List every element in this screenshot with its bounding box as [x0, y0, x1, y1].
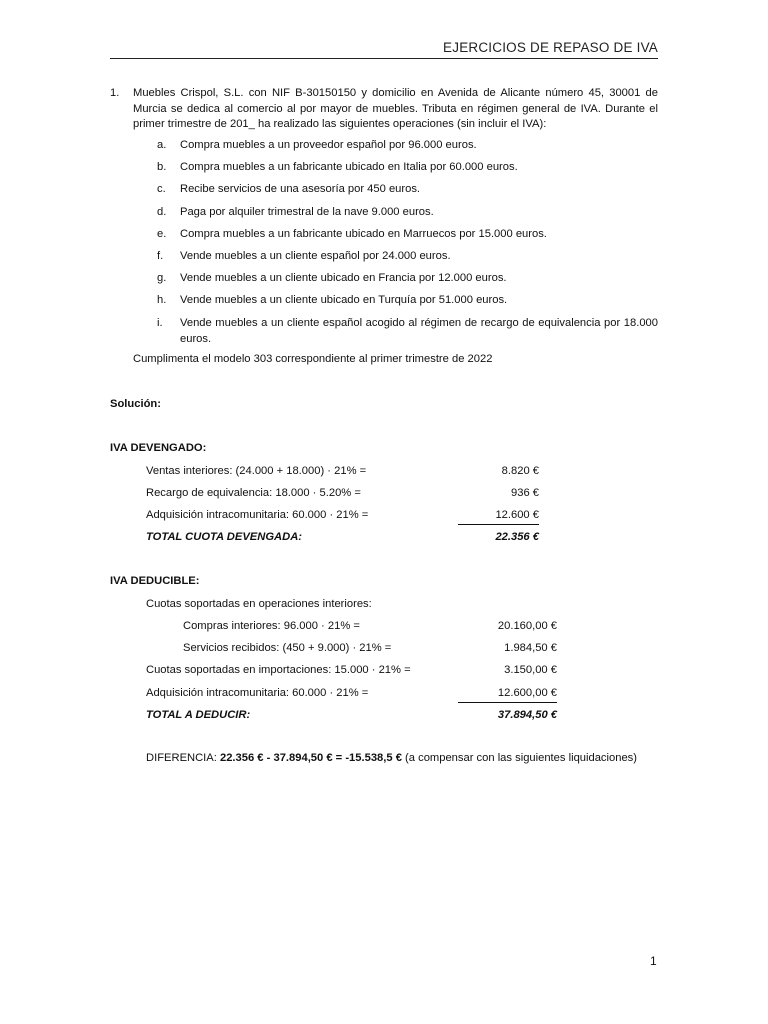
solution-heading: Solución:	[110, 398, 161, 410]
list-letter: a.	[157, 139, 167, 151]
page-number: 1	[650, 954, 657, 968]
calc-value: 1.984,50 €	[504, 642, 557, 654]
calc-value: 12.600,00 €	[458, 686, 557, 703]
list-text: Vende muebles a un cliente ubicado en Turquía por 51.000 euros.	[180, 294, 508, 306]
list-letter: b.	[157, 161, 167, 173]
list-letter: i.	[157, 317, 163, 329]
calc-label: Ventas interiores: (24.000 + 18.000) · 21% =	[146, 465, 367, 477]
list-text: Vende muebles a un cliente español por 24.000 euros.	[180, 250, 451, 262]
header-title: EJERCICIOS DE REPASO DE IVA	[443, 40, 658, 55]
diferencia-line	[146, 751, 637, 767]
calc-label: Cuotas soportadas en importaciones: 15.000 · 21% =	[146, 664, 411, 676]
instruction-text: Cumplimenta el modelo 303 correspondiente al primer trimestre de 2022	[133, 353, 493, 365]
total-deducir-label: TOTAL A DEDUCIR:	[146, 709, 251, 721]
diferencia-calc: 22.356 € - 37.894,50 € = -15.538,5 €	[219, 752, 402, 764]
calc-label: Recargo de equivalencia: 18.000 · 5.20% =	[146, 487, 361, 499]
question-text: Muebles Crispol, S.L. con NIF B-30150150 y domicilio en Avenida de Alicante número 45, 30001 de Murcia se dedica al comercio al por mayor de muebles. Tributa en régimen general de IVA. Durante el primer trimestre de 201_ ha realizado las siguientes operaciones (sin incluir el IVA):	[133, 87, 658, 130]
list-letter: c.	[157, 183, 166, 195]
header-rule	[110, 58, 658, 59]
calc-value: 12.600 €	[458, 508, 539, 525]
deducible-heading: IVA DEDUCIBLE:	[110, 575, 200, 587]
total-devengada-label: TOTAL CUOTA DEVENGADA:	[146, 531, 302, 543]
total-devengada-value: 22.356 €	[495, 531, 539, 543]
diferencia-label: DIFERENCIA:	[146, 752, 217, 764]
list-letter: f.	[157, 250, 164, 262]
list-text: Compra muebles a un fabricante ubicado en Marruecos por 15.000 euros.	[180, 228, 547, 240]
list-text: Vende muebles a un cliente ubicado en Francia por 12.000 euros.	[180, 272, 507, 284]
calc-value: 20.160,00 €	[497, 620, 557, 632]
list-text: Paga por alquiler trimestral de la nave 9.000 euros.	[180, 206, 434, 218]
calc-label: Adquisición intracomunitaria: 60.000 · 21% =	[146, 509, 369, 521]
list-text: Compra muebles a un proveedor español por 96.000 euros.	[180, 139, 477, 151]
interiores-label: Cuotas soportadas en operaciones interiores:	[146, 598, 372, 610]
list-letter: h.	[157, 294, 167, 306]
list-letter: d.	[157, 206, 167, 218]
calc-value: 8.820 €	[501, 465, 539, 477]
calc-value: 936 €	[511, 487, 539, 499]
calc-label: Servicios recibidos: (450 + 9.000) · 21% =	[183, 642, 392, 654]
list-text: Vende muebles a un cliente español acogido al régimen de recargo de equivalencia por 18.000 euros.	[180, 317, 658, 345]
diferencia-note: (a compensar con las siguientes liquidaciones)	[405, 752, 638, 764]
list-text: Compra muebles a un fabricante ubicado en Italia por 60.000 euros.	[180, 161, 518, 173]
list-letter: e.	[157, 228, 167, 240]
calc-label: Adquisición intracomunitaria: 60.000 · 21% =	[146, 687, 369, 699]
devengado-heading: IVA DEVENGADO:	[110, 442, 207, 454]
calc-label: Compras interiores: 96.000 · 21% =	[183, 620, 360, 632]
list-letter: g.	[157, 272, 167, 284]
total-deducir-value: 37.894,50 €	[497, 709, 557, 721]
question-number: 1.	[110, 87, 120, 99]
calc-value: 3.150,00 €	[504, 664, 557, 676]
list-text: Recibe servicios de una asesoría por 450 euros.	[180, 183, 421, 195]
